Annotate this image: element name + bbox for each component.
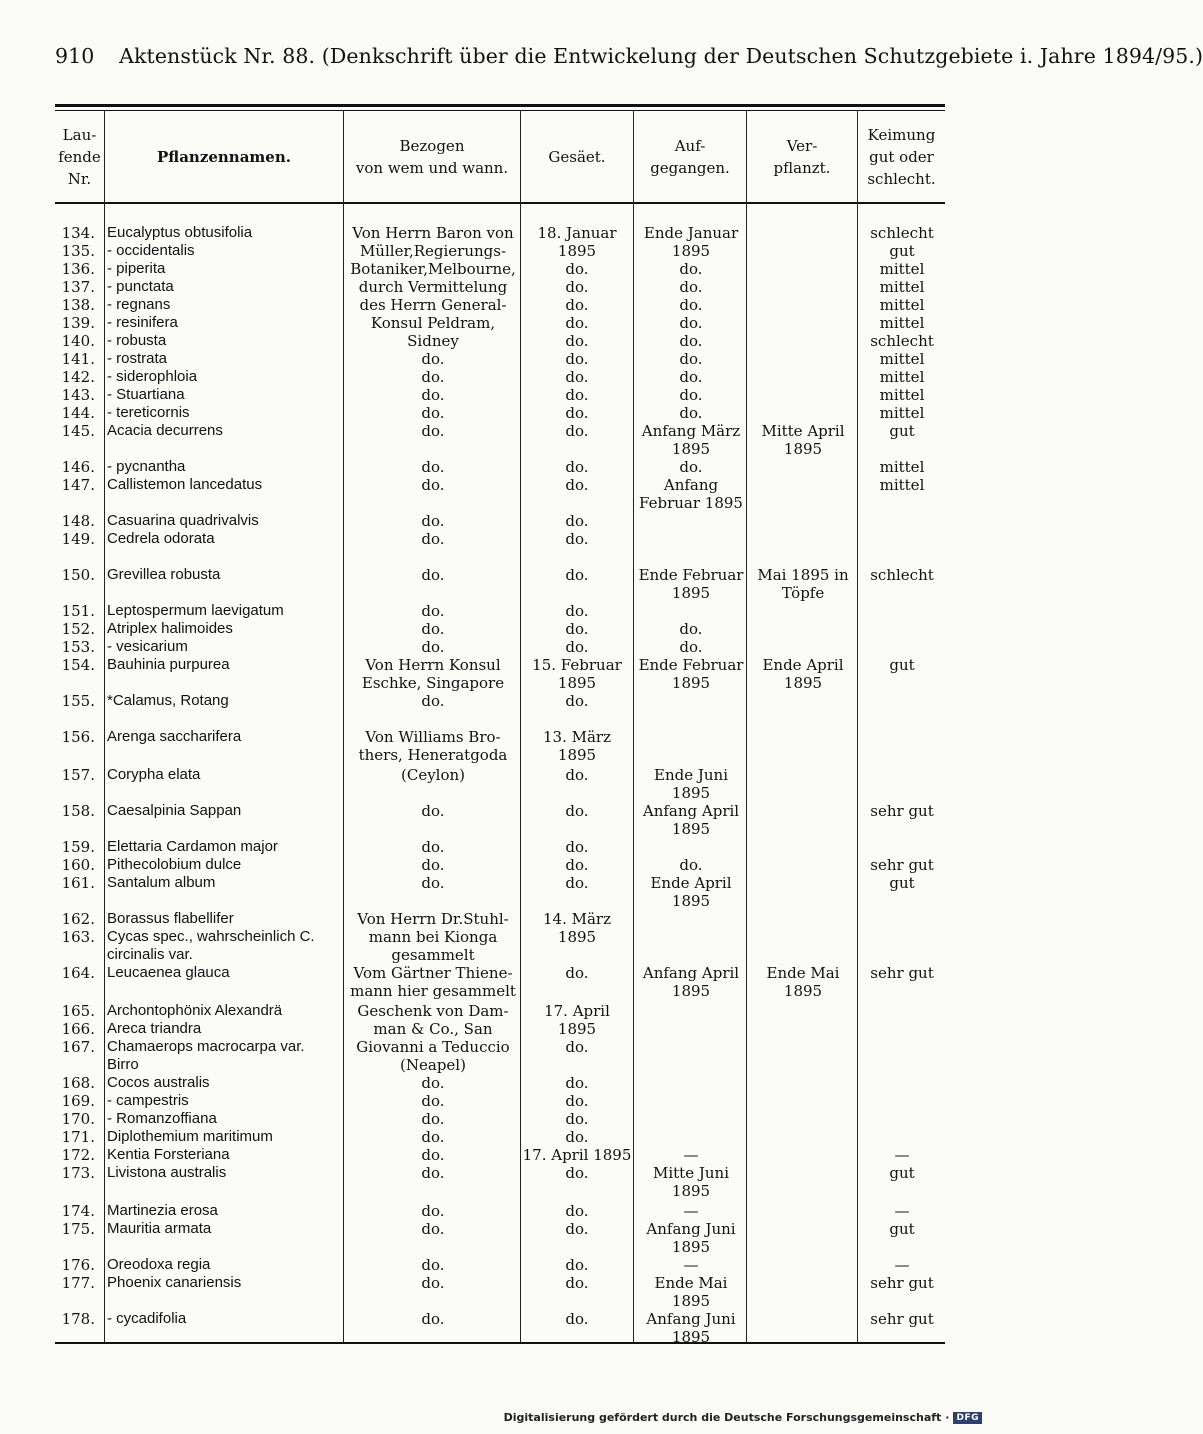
germination-cell: gut: [889, 874, 915, 892]
germination-cell: sehr gut: [870, 802, 934, 820]
sown-cell: do.: [565, 296, 589, 314]
emerged-cell: Anfang Juni 1895: [646, 1310, 736, 1346]
plant-name: - vesicarium: [107, 638, 188, 655]
sown-cell: 17. April 1895: [522, 1146, 632, 1164]
sown-cell: do.: [565, 404, 589, 422]
row-number: 174.: [61, 1202, 95, 1220]
row-number: 171.: [61, 1128, 95, 1146]
plant-name: - siderophloia: [107, 368, 198, 385]
plant-name: Cocos australis: [107, 1074, 210, 1091]
plant-name: Kentia Forsteriana: [107, 1146, 230, 1163]
source-cell: Vom Gärtner Thiene- mann hier gesammelt: [350, 964, 516, 1000]
emerged-cell: do.: [679, 278, 703, 296]
emerged-cell: Anfang April 1895: [642, 964, 740, 1000]
sown-cell: 14. März: [543, 910, 611, 928]
row-number: 172.: [61, 1146, 95, 1164]
column-header-name: Pflanzennamen.: [157, 147, 291, 166]
germination-cell: mittel: [879, 314, 925, 332]
plant-name: - occidentalis: [107, 242, 195, 259]
plant-name: - tereticornis: [107, 404, 190, 421]
row-number: 148.: [61, 512, 95, 530]
row-number: 151.: [61, 602, 95, 620]
source-cell: Müller,Regierungs-: [359, 242, 507, 260]
row-number: 158.: [61, 802, 95, 820]
emerged-cell: Anfang Juni 1895: [646, 1220, 736, 1256]
germination-cell: —: [894, 1256, 910, 1274]
column-header-sown: Gesäet.: [548, 147, 606, 166]
table-bottom-rule: [55, 1342, 945, 1344]
germination-cell: mittel: [879, 296, 925, 314]
row-number: 160.: [61, 856, 95, 874]
source-cell: do.: [421, 1202, 445, 1220]
row-number: 178.: [61, 1310, 95, 1328]
plant-name: - rostrata: [107, 350, 168, 367]
germination-cell: —: [894, 1146, 910, 1164]
sown-cell: do.: [565, 422, 589, 440]
source-cell: do.: [421, 1146, 445, 1164]
source-cell: do.: [421, 620, 445, 638]
row-number: 143.: [61, 386, 95, 404]
emerged-cell: Anfang März 1895: [641, 422, 741, 458]
plant-name: Chamaerops macrocarpa var. Birro: [107, 1038, 305, 1073]
source-cell: Botaniker,Melbourne,: [350, 260, 516, 278]
emerged-cell: do.: [679, 856, 703, 874]
emerged-cell: —: [683, 1202, 699, 1220]
source-cell: Von Herrn Baron von: [352, 224, 514, 242]
plant-name: Leucaenea glauca: [107, 964, 230, 981]
sown-cell: do.: [565, 314, 589, 332]
plant-name: Areca triandra: [107, 1020, 202, 1037]
sown-cell: 13. März 1895: [543, 728, 611, 764]
source-cell: do.: [421, 1128, 445, 1146]
row-number: 173.: [61, 1164, 95, 1182]
transplanted-cell: Ende Mai 1895: [766, 964, 840, 1000]
germination-cell: mittel: [879, 368, 925, 386]
row-number: 146.: [61, 458, 95, 476]
row-number: 144.: [61, 404, 95, 422]
column-header-source: Bezogen von wem und wann.: [355, 136, 509, 177]
row-number: 164.: [61, 964, 95, 982]
germination-cell: sehr gut: [870, 1274, 934, 1292]
row-number: 150.: [61, 566, 95, 584]
emerged-cell: do.: [679, 404, 703, 422]
column-divider: [104, 111, 105, 1343]
column-divider: [633, 111, 634, 1343]
germination-cell: schlecht: [870, 332, 934, 350]
emerged-cell: Ende April 1895: [650, 874, 732, 910]
plant-name: Phoenix canariensis: [107, 1274, 242, 1291]
row-number: 168.: [61, 1074, 95, 1092]
plant-name: - resinifera: [107, 314, 178, 331]
source-cell: do.: [421, 638, 445, 656]
row-number: 135.: [61, 242, 95, 260]
plant-name: Pithecolobium dulce: [107, 856, 242, 873]
sown-cell: do.: [565, 1128, 589, 1146]
germination-cell: mittel: [879, 350, 925, 368]
row-number: 170.: [61, 1110, 95, 1128]
source-cell: man & Co., San: [373, 1020, 493, 1038]
emerged-cell: Ende Februar 1895: [638, 656, 744, 692]
sown-cell: do.: [565, 802, 589, 820]
row-number: 140.: [61, 332, 95, 350]
sown-cell: do.: [565, 1038, 589, 1056]
sown-cell: 1895: [557, 242, 597, 260]
germination-cell: gut: [889, 422, 915, 440]
sown-cell: do.: [565, 602, 589, 620]
plant-name: Borassus flabellifer: [107, 910, 234, 927]
row-number: 175.: [61, 1220, 95, 1238]
germination-cell: sehr gut: [870, 1310, 934, 1328]
germination-cell: —: [894, 1202, 910, 1220]
page-header: [55, 44, 1203, 80]
plant-name: Cycas spec., wahrscheinlich C. circinalis var.: [107, 928, 315, 963]
row-number: 142.: [61, 368, 95, 386]
source-cell: do.: [421, 838, 445, 856]
row-number: 154.: [61, 656, 95, 674]
emerged-cell: Anfang April 1895: [642, 802, 740, 838]
row-number: 145.: [61, 422, 95, 440]
plant-name: - pycnantha: [107, 458, 186, 475]
germination-cell: mittel: [879, 404, 925, 422]
source-cell: Sidney: [407, 332, 459, 350]
plant-name: Grevillea robusta: [107, 566, 221, 583]
source-cell: do.: [421, 856, 445, 874]
plant-name: Mauritia armata: [107, 1220, 212, 1237]
sown-cell: do.: [565, 386, 589, 404]
row-number: 136.: [61, 260, 95, 278]
sown-cell: do.: [565, 1110, 589, 1128]
source-cell: Geschenk von Dam-: [357, 1002, 509, 1020]
row-number: 167.: [61, 1038, 95, 1056]
row-number: 177.: [61, 1274, 95, 1292]
plant-name: Santalum album: [107, 874, 216, 891]
emerged-cell: do.: [679, 332, 703, 350]
source-cell: Von Herrn Konsul Eschke, Singapore: [361, 656, 505, 692]
row-number: 137.: [61, 278, 95, 296]
plant-name: Bauhinia purpurea: [107, 656, 230, 673]
row-number: 163.: [61, 928, 95, 946]
row-number: 159.: [61, 838, 95, 856]
source-cell: do.: [421, 476, 445, 494]
row-number: 147.: [61, 476, 95, 494]
emerged-cell: Ende Mai 1895: [654, 1274, 728, 1310]
sown-cell: do.: [565, 1310, 589, 1328]
top-rule-thick: [55, 104, 945, 107]
source-cell: Von Williams Bro- thers, Heneratgoda: [358, 728, 508, 764]
germination-cell: gut: [889, 656, 915, 674]
germination-cell: mittel: [879, 386, 925, 404]
source-cell: do.: [421, 566, 445, 584]
plant-name: Casuarina quadrivalvis: [107, 512, 259, 529]
plant-name: Atriplex halimoides: [107, 620, 233, 637]
source-cell: do.: [421, 1274, 445, 1292]
sown-cell: do.: [565, 856, 589, 874]
sown-cell: do.: [565, 692, 589, 710]
emerged-cell: 1895: [671, 242, 711, 260]
emerged-cell: do.: [679, 620, 703, 638]
page-running-title: Aktenstück Nr. 88. (Denkschrift über die Entwickelung der Deutschen Schutzgebiete i. Jahre 1894/95.): [119, 44, 1203, 68]
plant-name: Caesalpinia Sappan: [107, 802, 242, 819]
emerged-cell: Ende Juni 1895: [654, 766, 728, 802]
row-number: 139.: [61, 314, 95, 332]
emerged-cell: do.: [679, 314, 703, 332]
column-header-emerged: Auf- gegangen.: [650, 136, 730, 177]
plant-name: - Romanzoffiana: [107, 1110, 217, 1127]
plant-name: Corypha elata: [107, 766, 201, 783]
plant-name: Martinezia erosa: [107, 1202, 218, 1219]
sown-cell: do.: [565, 1274, 589, 1292]
sown-cell: do.: [565, 1220, 589, 1238]
plant-name: Acacia decurrens: [107, 422, 223, 439]
source-cell: mann bei Kionga gesammelt: [368, 928, 498, 964]
plant-name: Elettaria Cardamon major: [107, 838, 278, 855]
emerged-cell: do.: [679, 368, 703, 386]
sown-cell: do.: [565, 530, 589, 548]
source-cell: do.: [421, 530, 445, 548]
plant-name: - campestris: [107, 1092, 189, 1109]
row-number: 155.: [61, 692, 95, 710]
source-cell: do.: [421, 692, 445, 710]
transplanted-cell: Mai 1895 in Töpfe: [757, 566, 849, 602]
sown-cell: 17. April: [544, 1002, 610, 1020]
sown-cell: do.: [565, 512, 589, 530]
column-header-germination: Keimung gut oder schlecht.: [867, 125, 936, 188]
source-cell: Von Herrn Dr.Stuhl-: [357, 910, 509, 928]
sown-cell: do.: [565, 1092, 589, 1110]
column-divider: [857, 111, 858, 1343]
emerged-cell: Anfang Februar 1895: [639, 476, 743, 512]
plant-name: Livistona australis: [107, 1164, 227, 1181]
footer-text: Digitalisierung gefördert durch die Deutsche Forschungsgemeinschaft: [503, 1411, 942, 1424]
germination-cell: schlecht: [870, 224, 934, 242]
emerged-cell: do.: [679, 458, 703, 476]
sown-cell: 1895: [557, 1020, 597, 1038]
germination-cell: sehr gut: [870, 964, 934, 982]
germination-cell: schlecht: [870, 566, 934, 584]
sown-cell: do.: [565, 1164, 589, 1182]
plant-name: Archontophönix Alexandrä: [107, 1002, 283, 1019]
sown-cell: 15. Februar 1895: [532, 656, 622, 692]
source-cell: durch Vermittelung: [358, 278, 508, 296]
sown-cell: do.: [565, 638, 589, 656]
germination-cell: mittel: [879, 458, 925, 476]
row-number: 134.: [61, 224, 95, 242]
header-bottom-rule: [55, 202, 945, 204]
row-number: 162.: [61, 910, 95, 928]
sown-cell: do.: [565, 350, 589, 368]
source-cell: do.: [421, 422, 445, 440]
row-number: 153.: [61, 638, 95, 656]
row-number: 141.: [61, 350, 95, 368]
plant-name: - cycadifolia: [107, 1310, 187, 1327]
row-number: 169.: [61, 1092, 95, 1110]
germination-cell: mittel: [879, 476, 925, 494]
sown-cell: do.: [565, 874, 589, 892]
sown-cell: 1895: [557, 928, 597, 946]
plant-name: Leptospermum laevigatum: [107, 602, 284, 619]
source-cell: Giovanni a Teduccio (Neapel): [356, 1038, 510, 1074]
sown-cell: do.: [565, 260, 589, 278]
plant-name: Callistemon lancedatus: [107, 476, 263, 493]
sown-cell: do.: [565, 566, 589, 584]
row-number: 156.: [61, 728, 95, 746]
germination-cell: sehr gut: [870, 856, 934, 874]
emerged-cell: do.: [679, 260, 703, 278]
sown-cell: do.: [565, 838, 589, 856]
row-number: 138.: [61, 296, 95, 314]
row-number: 176.: [61, 1256, 95, 1274]
sown-cell: do.: [565, 766, 589, 784]
plant-name: - regnans: [107, 296, 171, 313]
source-cell: do.: [421, 1110, 445, 1128]
sown-cell: do.: [565, 1202, 589, 1220]
source-cell: do.: [421, 1310, 445, 1328]
sown-cell: do.: [565, 1074, 589, 1092]
plant-name: - punctata: [107, 278, 174, 295]
plant-name: - robusta: [107, 332, 167, 349]
germination-cell: gut: [889, 1164, 915, 1182]
row-number: 152.: [61, 620, 95, 638]
transplanted-cell: Mitte April 1895: [761, 422, 845, 458]
source-cell: des Herrn General-: [359, 296, 507, 314]
emerged-cell: Mitte Juni 1895: [653, 1164, 729, 1200]
plant-name: Eucalyptus obtusifolia: [107, 224, 253, 241]
sown-cell: do.: [565, 458, 589, 476]
germination-cell: gut: [889, 242, 915, 260]
row-number: 149.: [61, 530, 95, 548]
plant-name: *Calamus, Rotang: [107, 692, 229, 709]
sown-cell: do.: [565, 332, 589, 350]
digitization-footer: Digitalisierung gefördert durch die Deutsche Forschungsgemeinschaft · DFG: [504, 1411, 982, 1424]
page-number: 910: [55, 44, 95, 68]
emerged-cell: Ende Januar: [643, 224, 739, 242]
emerged-cell: do.: [679, 386, 703, 404]
source-cell: do.: [421, 368, 445, 386]
source-cell: do.: [421, 1164, 445, 1182]
emerged-cell: do.: [679, 296, 703, 314]
emerged-cell: —: [683, 1256, 699, 1274]
sown-cell: do.: [565, 278, 589, 296]
sown-cell: do.: [565, 1256, 589, 1274]
row-number: 157.: [61, 766, 95, 784]
sown-cell: do.: [565, 476, 589, 494]
germination-cell: mittel: [879, 278, 925, 296]
plant-name: Cedrela odorata: [107, 530, 215, 547]
source-cell: do.: [421, 802, 445, 820]
source-cell: do.: [421, 458, 445, 476]
source-cell: do.: [421, 512, 445, 530]
plant-name: Arenga saccharifera: [107, 728, 242, 745]
sown-cell: do.: [565, 620, 589, 638]
source-cell: Konsul Peldram,: [370, 314, 496, 332]
source-cell: do.: [421, 602, 445, 620]
emerged-cell: do.: [679, 350, 703, 368]
source-cell: (Ceylon): [400, 766, 466, 784]
plant-name: Diplothemium maritimum: [107, 1128, 273, 1145]
source-cell: do.: [421, 874, 445, 892]
sown-cell: do.: [565, 368, 589, 386]
row-number: 166.: [61, 1020, 95, 1038]
column-header-nr: Lau- fende Nr.: [58, 125, 101, 188]
transplanted-cell: Ende April 1895: [762, 656, 844, 692]
emerged-cell: do.: [679, 638, 703, 656]
germination-cell: gut: [889, 1220, 915, 1238]
source-cell: do.: [421, 350, 445, 368]
emerged-cell: —: [683, 1146, 699, 1164]
sown-cell: 18. Januar: [537, 224, 617, 242]
plant-name: - piperita: [107, 260, 166, 277]
source-cell: do.: [421, 1256, 445, 1274]
source-cell: do.: [421, 386, 445, 404]
source-cell: do.: [421, 1092, 445, 1110]
emerged-cell: Ende Februar 1895: [638, 566, 744, 602]
dfg-logo: DFG: [953, 1412, 982, 1424]
row-number: 161.: [61, 874, 95, 892]
column-header-transplanted: Ver- pflanzt.: [773, 136, 831, 177]
germination-cell: mittel: [879, 260, 925, 278]
sown-cell: do.: [565, 964, 589, 982]
plant-name: Oreodoxa regia: [107, 1256, 211, 1273]
row-number: 165.: [61, 1002, 95, 1020]
source-cell: do.: [421, 1074, 445, 1092]
source-cell: do.: [421, 1220, 445, 1238]
plant-name: - Stuartiana: [107, 386, 185, 403]
source-cell: do.: [421, 404, 445, 422]
